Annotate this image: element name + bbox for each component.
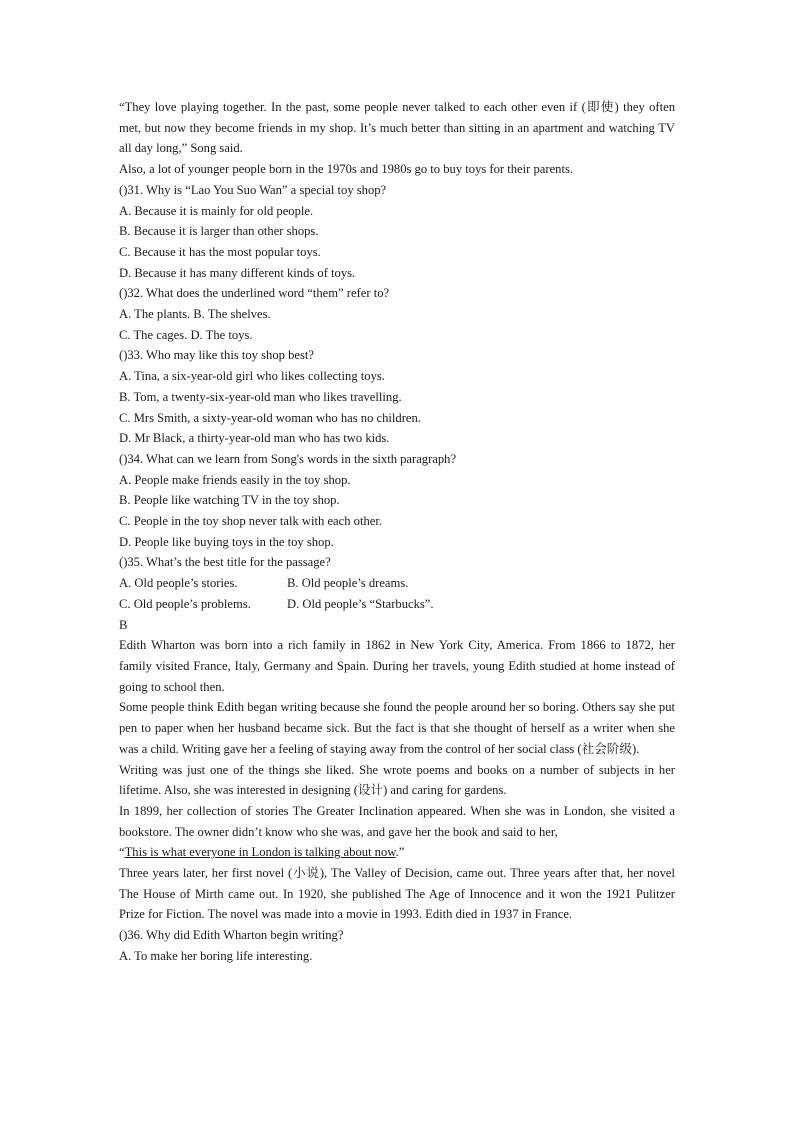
passage-b-paragraph-2: Some people think Edith began writing because she found the people around her so boring. Others say she put pen to paper when her husband became sick. But the fact is that she thought of herself as a writer when she was a child. Writing gave her a feeling of staying away from the control of her social class (社会阶级). — [119, 700, 675, 756]
options-row-2 — [119, 594, 675, 615]
option-a: A. Because it is mainly for old people. — [119, 203, 314, 218]
question-stem: ()36. Why did Edith Wharton begin writing? — [119, 928, 344, 943]
option-c: C. Because it has the most popular toys. — [119, 244, 321, 259]
option-b: B. Old people’s dreams. — [287, 576, 409, 591]
option-d: D. People like buying toys in the toy shop. — [119, 534, 334, 549]
options-row-1 — [119, 573, 675, 594]
question-36 — [119, 925, 675, 966]
question-stem: ()32. What does the underlined word “them” refer to? — [119, 286, 390, 301]
option-a: A. To make her boring life interesting. — [119, 948, 313, 963]
passage-a-paragraph-young-people: Also, a lot of younger people born in the 1970s and 1980s go to buy toys for their parents. — [119, 162, 574, 177]
option-d: D. Mr Black, a thirty-year-old man who has two kids. — [119, 431, 390, 446]
passage-a-paragraph-quote: “They love playing together. In the past, some people never talked to each other even if (即使) they often met, but now they become friends in my shop. It’s much better than sitting in an apartment and watching TV all day long,” Song said. — [119, 100, 675, 156]
passage-b-paragraph-1: Edith Wharton was born into a rich family in 1862 in New York City, America. From 1866 to 1872, her family visited France, Italy, Germany and Spain. During her travels, young Edith studied at home instead of going to school then. — [119, 638, 675, 694]
document-page — [119, 97, 675, 967]
quote-open: “ — [119, 845, 125, 860]
option-a: A. Tina, a six-year-old girl who likes collecting toys. — [119, 369, 385, 384]
passage-b-paragraph-4: In 1899, her collection of stories The Greater Inclination appeared. When she was in London, she visited a bookstore. The owner didn’t know who she was, and gave her the book and said to her, — [119, 803, 675, 839]
options-cd: C. The cages. D. The toys. — [119, 327, 253, 342]
question-stem: ()34. What can we learn from Song's words in the sixth paragraph? — [119, 451, 457, 466]
option-b: B. Tom, a twenty-six-year-old man who likes travelling. — [119, 389, 402, 404]
passage-b-underlined-quote — [119, 842, 675, 863]
option-d: D. Because it has many different kinds of toys. — [119, 265, 356, 280]
question-stem: ()35. What’s the best title for the passage? — [119, 555, 331, 570]
options-ab: A. The plants. B. The shelves. — [119, 307, 271, 322]
option-c: C. Mrs Smith, a sixty-year-old woman who has no children. — [119, 410, 421, 425]
question-33 — [119, 345, 675, 449]
option-c: C. People in the toy shop never talk with each other. — [119, 514, 383, 529]
passage-b-label: B — [119, 617, 128, 632]
question-31 — [119, 180, 675, 284]
option-a: A. Old people’s stories. — [119, 576, 238, 591]
option-b: B. Because it is larger than other shops. — [119, 224, 319, 239]
option-d: D. Old people’s “Starbucks”. — [287, 596, 434, 611]
question-35 — [119, 552, 675, 614]
question-32 — [119, 283, 675, 345]
underlined-sentence: This is what everyone in London is talking about now — [124, 845, 396, 860]
option-a: A. People make friends easily in the toy shop. — [119, 472, 351, 487]
question-34 — [119, 449, 675, 553]
quote-close: .” — [395, 845, 405, 860]
option-b: B. People like watching TV in the toy shop. — [119, 493, 340, 508]
question-stem: ()33. Who may like this toy shop best? — [119, 348, 314, 363]
option-c: C. Old people’s problems. — [119, 596, 251, 611]
question-stem: ()31. Why is “Lao You Suo Wan” a special toy shop? — [119, 182, 387, 197]
passage-b-paragraph-6: Three years later, her first novel (小说), The Valley of Decision, came out. Three years after that, her novel The House of Mirth came out. In 1920, she published The Age of Innocence and it won the 1921 Pulitzer Prize for Fiction. The novel was made into a movie in 1993. Edith died in 1937 in France. — [119, 866, 675, 922]
passage-b-paragraph-3: Writing was just one of the things she liked. She wrote poems and books on a number of subjects in her lifetime. Also, she was interested in designing (设计) and caring for gardens. — [119, 762, 675, 798]
